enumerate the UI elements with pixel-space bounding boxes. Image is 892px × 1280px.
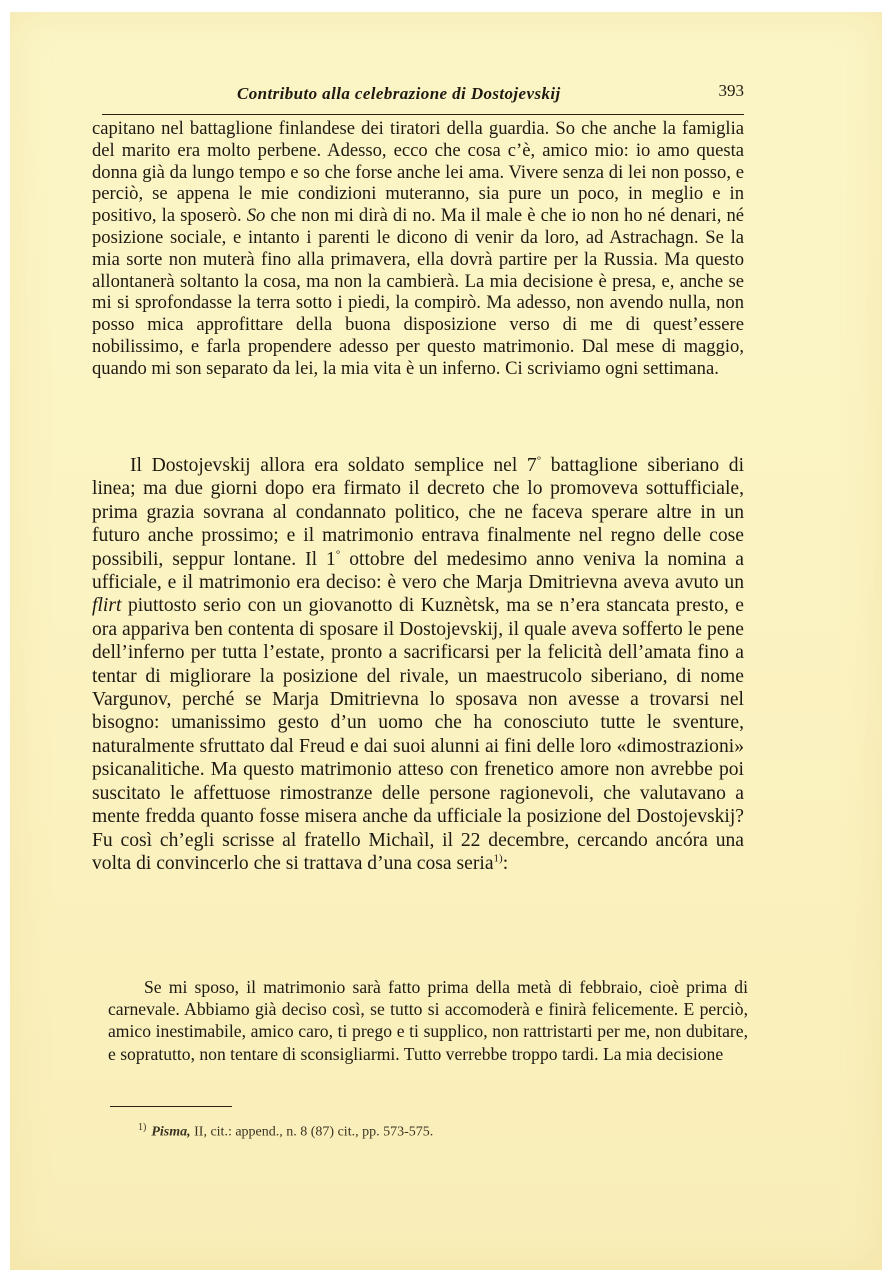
degree-mark-2: ° — [335, 548, 341, 561]
para2-text-d: piuttosto serio con un giovanotto di Kuznètsk, ma se n’era stancata presto, e ora appariva ben contenta di sposare il Dostojevskij, il quale aveva sofferto le pene dell’inferno per tutta l’estate, pronto a sacrificarsi per la felicità dell’amata fino a tentar di migliorare la posizione del rivale, un maestrucolo siberiano, di nome Vargunov, perché se Marja Dmitrievna lo sposava non avesse a trovarsi nel bisogno: umanissimo gesto d’un uomo che ha conosciuto tutte le sventure, naturalmente sfruttato dal Freud e dai suoi alunni ai fini delle loro «dimostrazioni» psicanalitiche. Ma questo matrimonio atteso con frenetico amore non avrebbe poi suscitato le affettuose rimostranze delle persone ragionevoli, che valutavano a mente fredda quanto fosse misera anche da ufficiale la posizione del Dostojevskij? Fu così ch’egli scrisse al fratello Michaìl, il 22 decembre, cercando ancóra una volta di convincerlo che si trattava d’una cosa seria — [92, 595, 744, 874]
running-header — [102, 78, 744, 115]
body-paragraph — [92, 454, 744, 875]
letter1-text-b: che non mi dirà di no. Ma il male è che io non ho né denari, né posizione sociale, e intanto i parenti le dicono di venir da loro, ad Astrachagn. Se la mia sorte non muterà fino alla primavera, ella dovrà partire per la Russia. Ma questo allontanerà soltanto la cosa, ma non la cambierà. La mia decisione è presa, e, anche se mi si sprofondasse la terra sotto i piedi, la compirò. Ma adesso, non avendo nulla, non posso mica approfittare della buona disposizione verso di me di quest’essere nobilissimo, e farla propendere adesso per questo matrimonio. Dal mese di maggio, quando mi son separato da lei, la mia vita è un inferno. Ci scriviamo ogni settimana. — [92, 205, 745, 379]
para2-text-e: : — [502, 852, 509, 874]
footnote-reference[interactable]: 1) — [493, 852, 503, 865]
para2-text-c: ottobre del medesimo anno veniva la nomina a ufficiale, e il matrimonio era deciso: è vero che Marja Dmitrievna aveva avuto un — [92, 548, 744, 594]
degree-mark-1: ° — [536, 454, 542, 467]
page-number: 393 — [718, 81, 744, 100]
para2-text-a: Il Dostojevskij allora era soldato semplice nel 7 — [130, 455, 537, 476]
footnote-title: Pisma, — [151, 1124, 191, 1140]
letter-quote-1 — [92, 118, 744, 380]
letter1-emphasis: So — [246, 205, 266, 227]
footnote-rule — [110, 1106, 232, 1107]
para2-text-b: battaglione siberiano di linea; ma due giorni dopo era firmato il decreto che lo promoveva sottufficiale, prima grazia sovrana al condannato politico, che ne faceva sperare altre in un futuro anche prossimo; e il matrimonio entrava finalmente nel regno delle cose possibili, seppur lontane. Il 1 — [92, 455, 745, 570]
running-title: Contributo alla celebrazione di Dostojevskij — [237, 84, 561, 103]
footnote-text: II, cit.: append., n. 8 (87) cit., pp. 573-575. — [190, 1124, 434, 1140]
footnote — [138, 1122, 433, 1141]
letter1-text-a: capitano nel battaglione finlandese dei tiratori della guardia. So che anche la famiglia del marito era molto perbene. Adesso, ecco che cosa c’è, amico mio: io amo questa donna già da lungo tempo e so che forse anche lei ama. Vivere senza di lei non posso, e perciò, se appena le mie condizioni muteranno, sia pure un poco, in meglio e in positivo, la sposerò. — [92, 118, 744, 227]
para2-emphasis-flirt: flirt — [92, 595, 122, 617]
letter-quote-2: Se mi sposo, il matrimonio sarà fatto prima della metà di febbraio, cioè prima di carnevale. Abbiamo già deciso così, se tutto si accomoderà e finirà felicemente. E perciò, amico inestimabile, amico caro, ti prego e ti supplico, non rattristarti per me, non dubitare, e sopratutto, non tentare di sconsigliarmi. Tutto verrebbe troppo tardi. La mia decisione — [108, 977, 748, 1064]
footnote-mark: 1) — [138, 1122, 147, 1133]
